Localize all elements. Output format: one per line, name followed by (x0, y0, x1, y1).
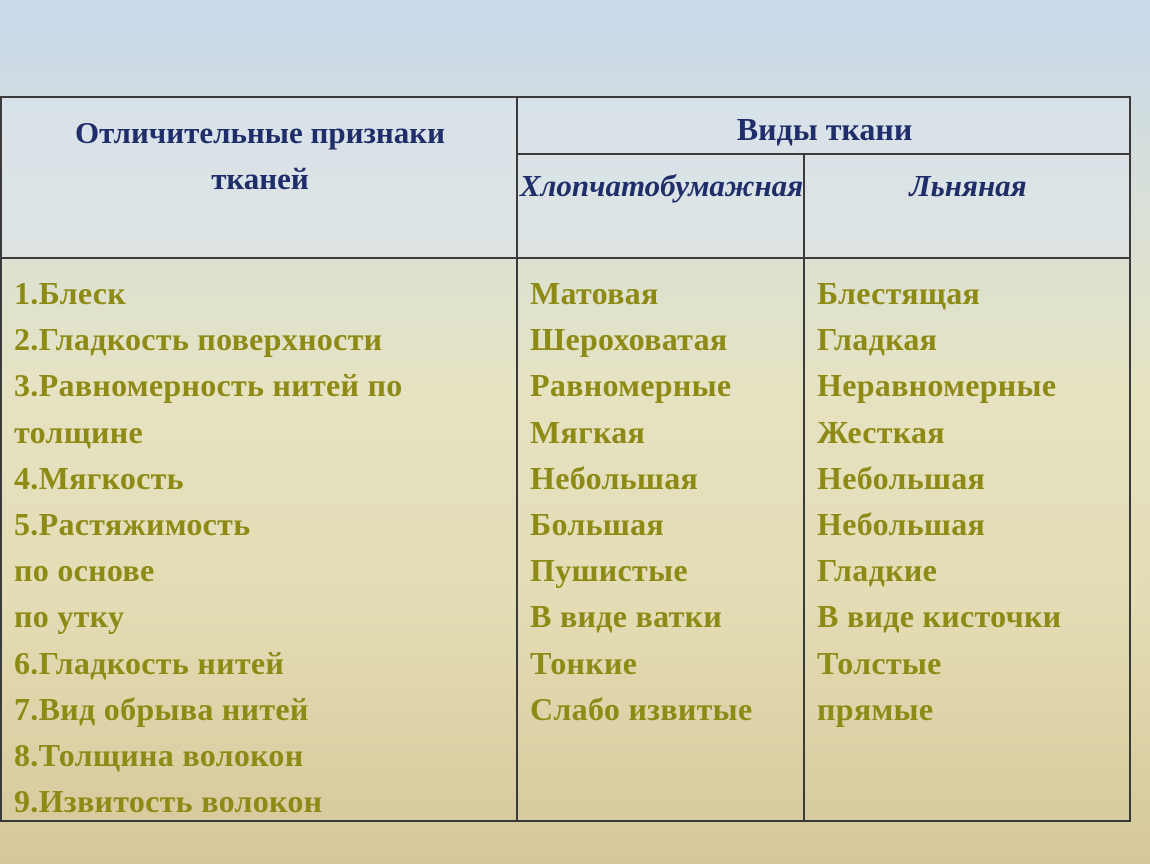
features-list (14, 270, 403, 824)
list-item: Мягкая (530, 413, 646, 450)
fabric-comparison-table (0, 96, 1131, 822)
list-item: Слабо извитые (530, 690, 753, 727)
list-item: Небольшая (530, 459, 699, 496)
list-item: толщине (14, 413, 144, 450)
list-item: 7.Вид обрыва нитей (14, 690, 309, 727)
list-item: по основе (14, 552, 155, 589)
list-item: Толстые (817, 644, 942, 681)
list-item: Неравномерные (817, 367, 1057, 404)
cotton-column-header: Хлопчатобумажная (519, 168, 804, 203)
list-item: Большая (530, 506, 665, 543)
linen-column-header: Льняная (909, 168, 1027, 203)
list-item: 4.Мягкость (14, 459, 184, 496)
list-item: Гладкие (817, 552, 938, 589)
list-item: Шероховатая (530, 321, 728, 358)
list-item: Матовая (530, 275, 659, 311)
features-header-line-1: Отличительные признаки (74, 115, 446, 150)
list-item: В виде ватки (530, 598, 723, 635)
list-item: 5.Растяжимость (14, 506, 251, 543)
column-divider-2 (803, 154, 805, 820)
list-item: Равномерные (530, 367, 732, 404)
list-item: Небольшая (817, 459, 986, 496)
features-header-line-2: тканей (211, 161, 309, 196)
list-item: 9.Извитость волокон (14, 783, 323, 820)
list-item: 2.Гладкость поверхности (14, 321, 383, 358)
fabric-types-header: Виды ткани (736, 111, 913, 147)
header-subdivider (518, 153, 1131, 155)
list-item: Гладкая (817, 321, 938, 358)
cotton-values-list (530, 270, 752, 732)
list-item: Тонкие (530, 644, 638, 681)
list-item: В виде кисточки (817, 598, 1062, 635)
list-item: Блестящая (817, 275, 981, 311)
list-item: Пушистые (530, 552, 688, 589)
list-item: прямые (817, 690, 934, 727)
list-item: 8.Толщина волокон (14, 737, 304, 774)
linen-values-list (817, 270, 1061, 732)
list-item: 1.Блеск (14, 275, 127, 311)
header-bottom-border (2, 257, 1129, 259)
features-column-header (2, 110, 518, 202)
list-item: Небольшая (817, 506, 986, 543)
list-item: 3.Равномерность нитей по (14, 367, 403, 404)
list-item: Жесткая (817, 413, 945, 450)
list-item: 6.Гладкость нитей (14, 644, 285, 681)
list-item: по утку (14, 598, 125, 635)
